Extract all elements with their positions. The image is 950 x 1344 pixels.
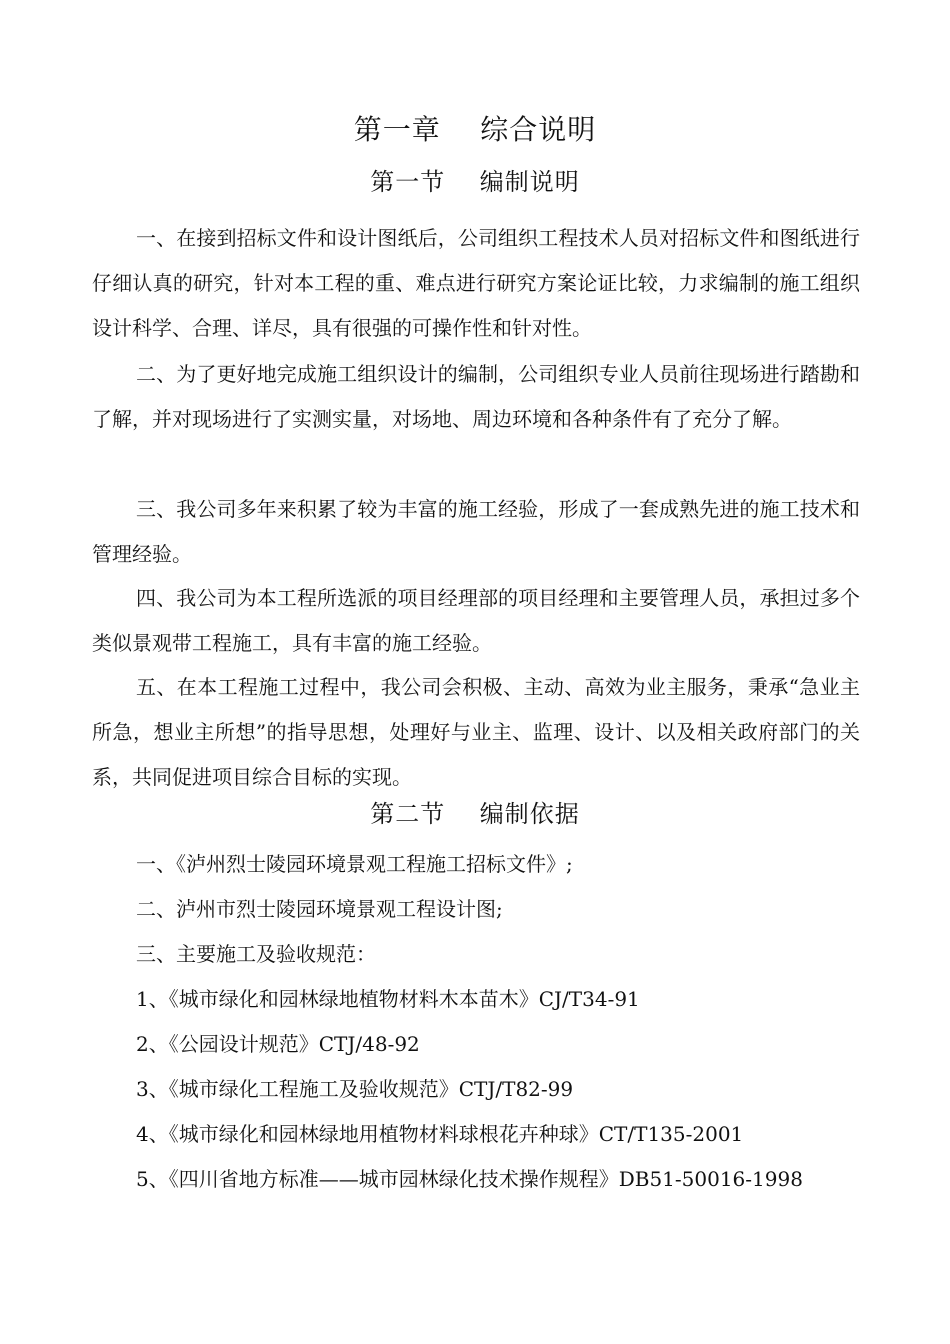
basis-item: 二、泸州市烈士陵园环境景观工程设计图; bbox=[136, 897, 503, 921]
basis-item: 一、《泸州烈士陵园环境景观工程施工招标文件》; bbox=[136, 852, 573, 876]
paragraph-5: 五、在本工程施工过程中，我公司会积极、主动、高效为业主服务，秉承“急业主所急，想业主所想”的指导思想，处理好与业主、监理、设计、以及相关政府部门的关系，共同促进项目综合目标的实现。 bbox=[92, 675, 860, 789]
basis-item: 5、《四川省地方标准——城市园林绿化技术操作规程》DB51-50016-1998 bbox=[136, 1167, 803, 1191]
basis-item: 3、《城市绿化工程施工及验收规范》CTJ/T82-99 bbox=[136, 1077, 574, 1101]
basis-item: 1、《城市绿化和园林绿地植物材料木本苗木》CJ/T34-91 bbox=[136, 987, 640, 1011]
paragraph-3: 三、我公司多年来积累了较为丰富的施工经验，形成了一套成熟先进的施工技术和管理经验。 bbox=[92, 497, 860, 566]
chapter-title: 第一章 综合说明 bbox=[353, 113, 597, 146]
basis-item: 4、《城市绿化和园林绿地用植物材料球根花卉种球》CT/T135-2001 bbox=[136, 1122, 744, 1146]
paragraph-1: 一、在接到招标文件和设计图纸后，公司组织工程技术人员对招标文件和图纸进行仔细认真的研究，针对本工程的重、难点进行研究方案论证比较，力求编制的施工组织设计科学、合理、详尽，具有很强的可操作性和针对性。 bbox=[92, 226, 860, 340]
paragraph-2: 二、为了更好地完成施工组织设计的编制，公司组织专业人员前往现场进行踏勘和了解，并对现场进行了实测实量，对场地、周边环境和各种条件有了充分了解。 bbox=[92, 362, 860, 431]
section-title-compilation-notes: 第一节 编制说明 bbox=[370, 168, 580, 196]
section-title-compilation-basis: 第二节 编制依据 bbox=[370, 800, 580, 828]
paragraph-4: 四、我公司为本工程所选派的项目经理部的项目经理和主要管理人员，承担过多个类似景观带工程施工，具有丰富的施工经验。 bbox=[92, 586, 860, 655]
basis-item: 2、《公园设计规范》CTJ/48-92 bbox=[136, 1032, 420, 1056]
basis-item: 三、主要施工及验收规范： bbox=[136, 942, 376, 966]
